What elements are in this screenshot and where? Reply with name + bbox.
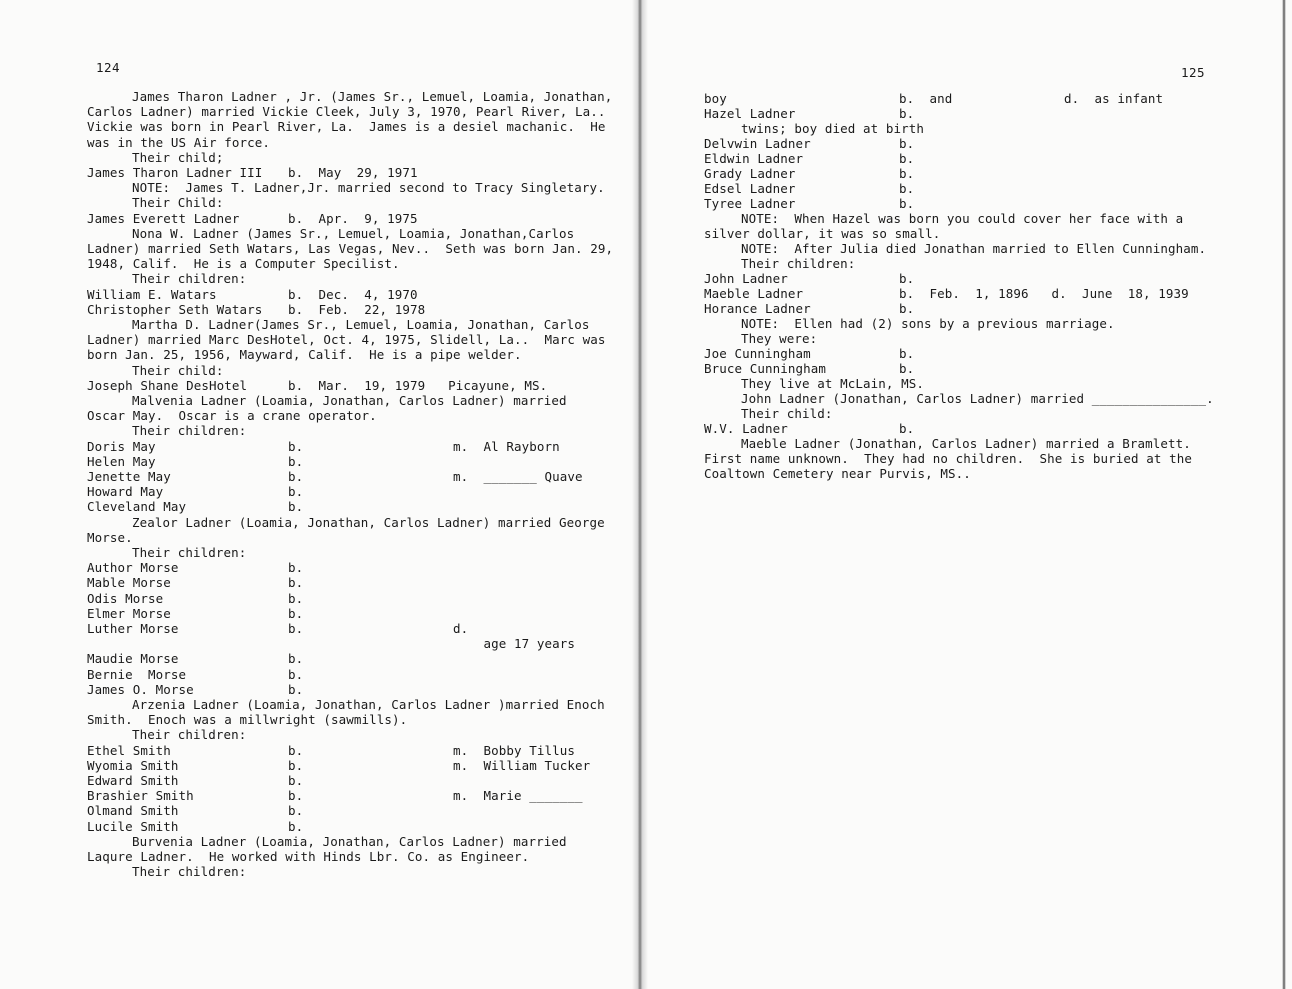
entry-name: Mable Morse — [87, 575, 171, 591]
text-line: Their child; — [132, 149, 224, 165]
page-number: 125 — [1181, 65, 1206, 80]
text-line: John Ladner (Jonathan, Carlos Ladner) married _______________. — [741, 391, 1214, 406]
text-line: Coaltown Cemetery near Purvis, MS.. — [704, 466, 971, 481]
entry-name: Brashier Smith — [87, 788, 194, 804]
entry-extra: m. Al Rayborn — [453, 438, 560, 454]
entry-name: Olmand Smith — [87, 803, 179, 819]
right-page — [648, 0, 1292, 989]
book-gutter — [632, 0, 648, 989]
entry-born: b. — [288, 666, 304, 682]
text-line: They were: — [741, 331, 818, 346]
text-line: silver dollar, it was so small. — [704, 226, 941, 241]
text-line: Oscar May. Oscar is a crane operator. — [87, 408, 377, 424]
entry-born: b. — [899, 196, 915, 211]
entry-born: b. — [899, 136, 915, 151]
text-line: born Jan. 25, 1956, Mayward, Calif. He is a pipe welder. — [87, 347, 522, 363]
entry-extra: d. — [453, 621, 469, 636]
entry-name: Elmer Morse — [87, 605, 171, 621]
text-line: James Tharon Ladner , Jr. (James Sr., Lemuel, Loamia, Jonathan, — [132, 89, 613, 104]
entry-name: Tyree Ladner — [704, 196, 796, 211]
entry-born: b. — [899, 181, 915, 196]
entry-name: Bruce Cunningham — [704, 361, 827, 376]
entry-name: Joseph Shane DesHotel — [87, 377, 248, 393]
entry-name: Cleveland May — [87, 499, 187, 515]
entry-born: b. Apr. 9, 1975 — [288, 210, 418, 226]
text-line: Their children: — [132, 727, 247, 743]
entry-name: William E. Watars — [87, 286, 217, 302]
entry-born: b. — [899, 361, 915, 376]
entry-name: Christopher Seth Watars — [87, 301, 263, 317]
entry-name: Bernie Morse — [87, 666, 187, 682]
text-line: Carlos Ladner) married Vickie Cleek, July 3, 1970, Pearl River, La.. — [87, 104, 606, 120]
text-line: Their children: — [132, 271, 247, 287]
entry-name: Jenette May — [87, 469, 171, 484]
entry-born: b. — [899, 346, 915, 361]
entry-born: b. — [288, 605, 304, 621]
entry-name: Odis Morse — [87, 590, 164, 606]
entry-born: b. — [288, 499, 304, 515]
entry-name: Maeble Ladner — [704, 286, 804, 301]
entry-born: b. — [288, 742, 304, 758]
entry-name: Edsel Ladner — [704, 181, 796, 196]
entry-extra: d. as infant — [1064, 91, 1164, 106]
text-line: First name unknown. They had no children. She is buried at the — [704, 451, 1193, 466]
entry-born: b. — [899, 301, 915, 316]
entry-born: b. — [899, 151, 915, 166]
entry-born: b. — [288, 818, 304, 834]
text-line: Their child: — [741, 406, 833, 421]
entry-name: Lucile Smith — [87, 818, 179, 834]
entry-name: John Ladner — [704, 271, 788, 286]
text-line: NOTE: James T. Ladner,Jr. married second to Tracy Singletary. — [132, 180, 605, 196]
entry-name: Edward Smith — [87, 773, 179, 788]
text-line: 1948, Calif. He is a Computer Specilist. — [87, 256, 400, 272]
text-line: Laqure Ladner. He worked with Hinds Lbr. Co. as Engineer. — [87, 849, 530, 864]
text-line: Their child: — [132, 362, 224, 378]
page-number: 124 — [96, 60, 121, 75]
entry-born: b. — [899, 421, 915, 436]
entry-name: boy — [704, 91, 727, 106]
entry-born: b. — [899, 166, 915, 181]
entry-name: Doris May — [87, 438, 156, 454]
text-line: Their children: — [741, 256, 856, 271]
text-line: Morse. — [87, 529, 133, 545]
entry-born: b. Dec. 4, 1970 — [288, 286, 418, 302]
entry-name: Hazel Ladner — [704, 106, 796, 121]
entry-born: b. — [288, 560, 304, 576]
entry-born: b. — [288, 757, 304, 773]
entry-born: b. — [288, 788, 304, 804]
entry-name: Joe Cunningham — [704, 346, 811, 361]
text-line: Ladner) married Seth Watars, Las Vegas, Nev.. Seth was born Jan. 29, — [87, 241, 614, 256]
entry-name: Maudie Morse — [87, 651, 179, 667]
entry-name: Howard May — [87, 484, 164, 500]
entry-born: b. — [288, 590, 304, 606]
text-line: was in the US Air force. — [87, 134, 271, 150]
entry-born: b. — [899, 271, 915, 286]
text-line: Smith. Enoch was a millwright (sawmills). — [87, 712, 408, 728]
entry-extra: m. Marie _______ — [453, 788, 583, 804]
entry-extra: age 17 years — [453, 636, 576, 652]
text-line: Their Child: — [132, 195, 224, 211]
text-line: Ladner) married Marc DesHotel, Oct. 4, 1975, Slidell, La.. Marc was — [87, 332, 606, 348]
entry-born: b. — [288, 621, 304, 636]
text-line: Malvenia Ladner (Loamia, Jonathan, Carlos Ladner) married — [132, 393, 567, 408]
text-line: Arzenia Ladner (Loamia, Jonathan, Carlos Ladner )married Enoch — [132, 697, 605, 712]
left-page — [0, 0, 636, 989]
entry-born: b. — [288, 803, 304, 819]
text-line: Burvenia Ladner (Loamia, Jonathan, Carlos Ladner) married — [132, 833, 567, 849]
text-line: Zealor Ladner (Loamia, Jonathan, Carlos Ladner) married George — [132, 514, 605, 530]
entry-name: Eldwin Ladner — [704, 151, 804, 166]
text-line: NOTE: After Julia died Jonathan married to Ellen Cunningham. — [741, 241, 1207, 256]
entry-name: James Tharon Ladner III — [87, 165, 263, 180]
entry-born: b. Feb. 1, 1896 d. June 18, 1939 — [899, 286, 1189, 301]
entry-name: Horance Ladner — [704, 301, 811, 316]
entry-born: b. — [288, 575, 304, 591]
entry-born: b. May 29, 1971 — [288, 165, 418, 180]
entry-name: James O. Morse — [87, 681, 194, 697]
entry-born: b. Mar. 19, 1979 Picayune, MS. — [288, 377, 548, 393]
entry-extra: m. Bobby Tillus — [453, 742, 576, 758]
entry-born: b. — [288, 681, 304, 697]
entry-born: b. — [899, 106, 915, 121]
entry-name: James Everett Ladner — [87, 210, 240, 226]
text-line: NOTE: Ellen had (2) sons by a previous marriage. — [741, 316, 1115, 331]
text-line: Their children: — [132, 864, 247, 880]
text-line: Martha D. Ladner(James Sr., Lemuel, Loamia, Jonathan, Carlos — [132, 317, 590, 332]
text-line: NOTE: When Hazel was born you could cover her face with a — [741, 211, 1184, 226]
text-line: Maeble Ladner (Jonathan, Carlos Ladner) married a Bramlett. — [741, 436, 1191, 451]
entry-extra: m. William Tucker — [453, 757, 591, 773]
text-line: Their children: — [132, 423, 247, 439]
entry-born: b. and — [899, 91, 953, 106]
entry-born: b. — [288, 484, 304, 500]
text-line: Vickie was born in Pearl River, La. James is a desiel machanic. He — [87, 119, 606, 135]
entry-name: Grady Ladner — [704, 166, 796, 181]
entry-name: Delvwin Ladner — [704, 136, 811, 151]
entry-born: b. — [288, 453, 304, 469]
entry-name: W.V. Ladner — [704, 421, 788, 436]
page-edge — [1282, 0, 1286, 989]
text-line: Their children: — [132, 545, 247, 560]
entry-born: b. Feb. 22, 1978 — [288, 301, 426, 317]
entry-name: Luther Morse — [87, 621, 179, 636]
entry-born: b. — [288, 469, 304, 484]
entry-born: b. — [288, 651, 304, 667]
text-line: Nona W. Ladner (James Sr., Lemuel, Loamia, Jonathan,Carlos — [132, 225, 575, 241]
entry-born: b. — [288, 438, 304, 454]
entry-name: Ethel Smith — [87, 742, 171, 758]
entry-name: Author Morse — [87, 560, 179, 576]
entry-name: Wyomia Smith — [87, 757, 179, 773]
text-line: twins; boy died at birth — [741, 121, 925, 136]
entry-extra: m. _______ Quave — [453, 469, 583, 484]
entry-name: Helen May — [87, 453, 156, 469]
entry-born: b. — [288, 773, 304, 788]
text-line: They live at McLain, MS. — [741, 376, 925, 391]
